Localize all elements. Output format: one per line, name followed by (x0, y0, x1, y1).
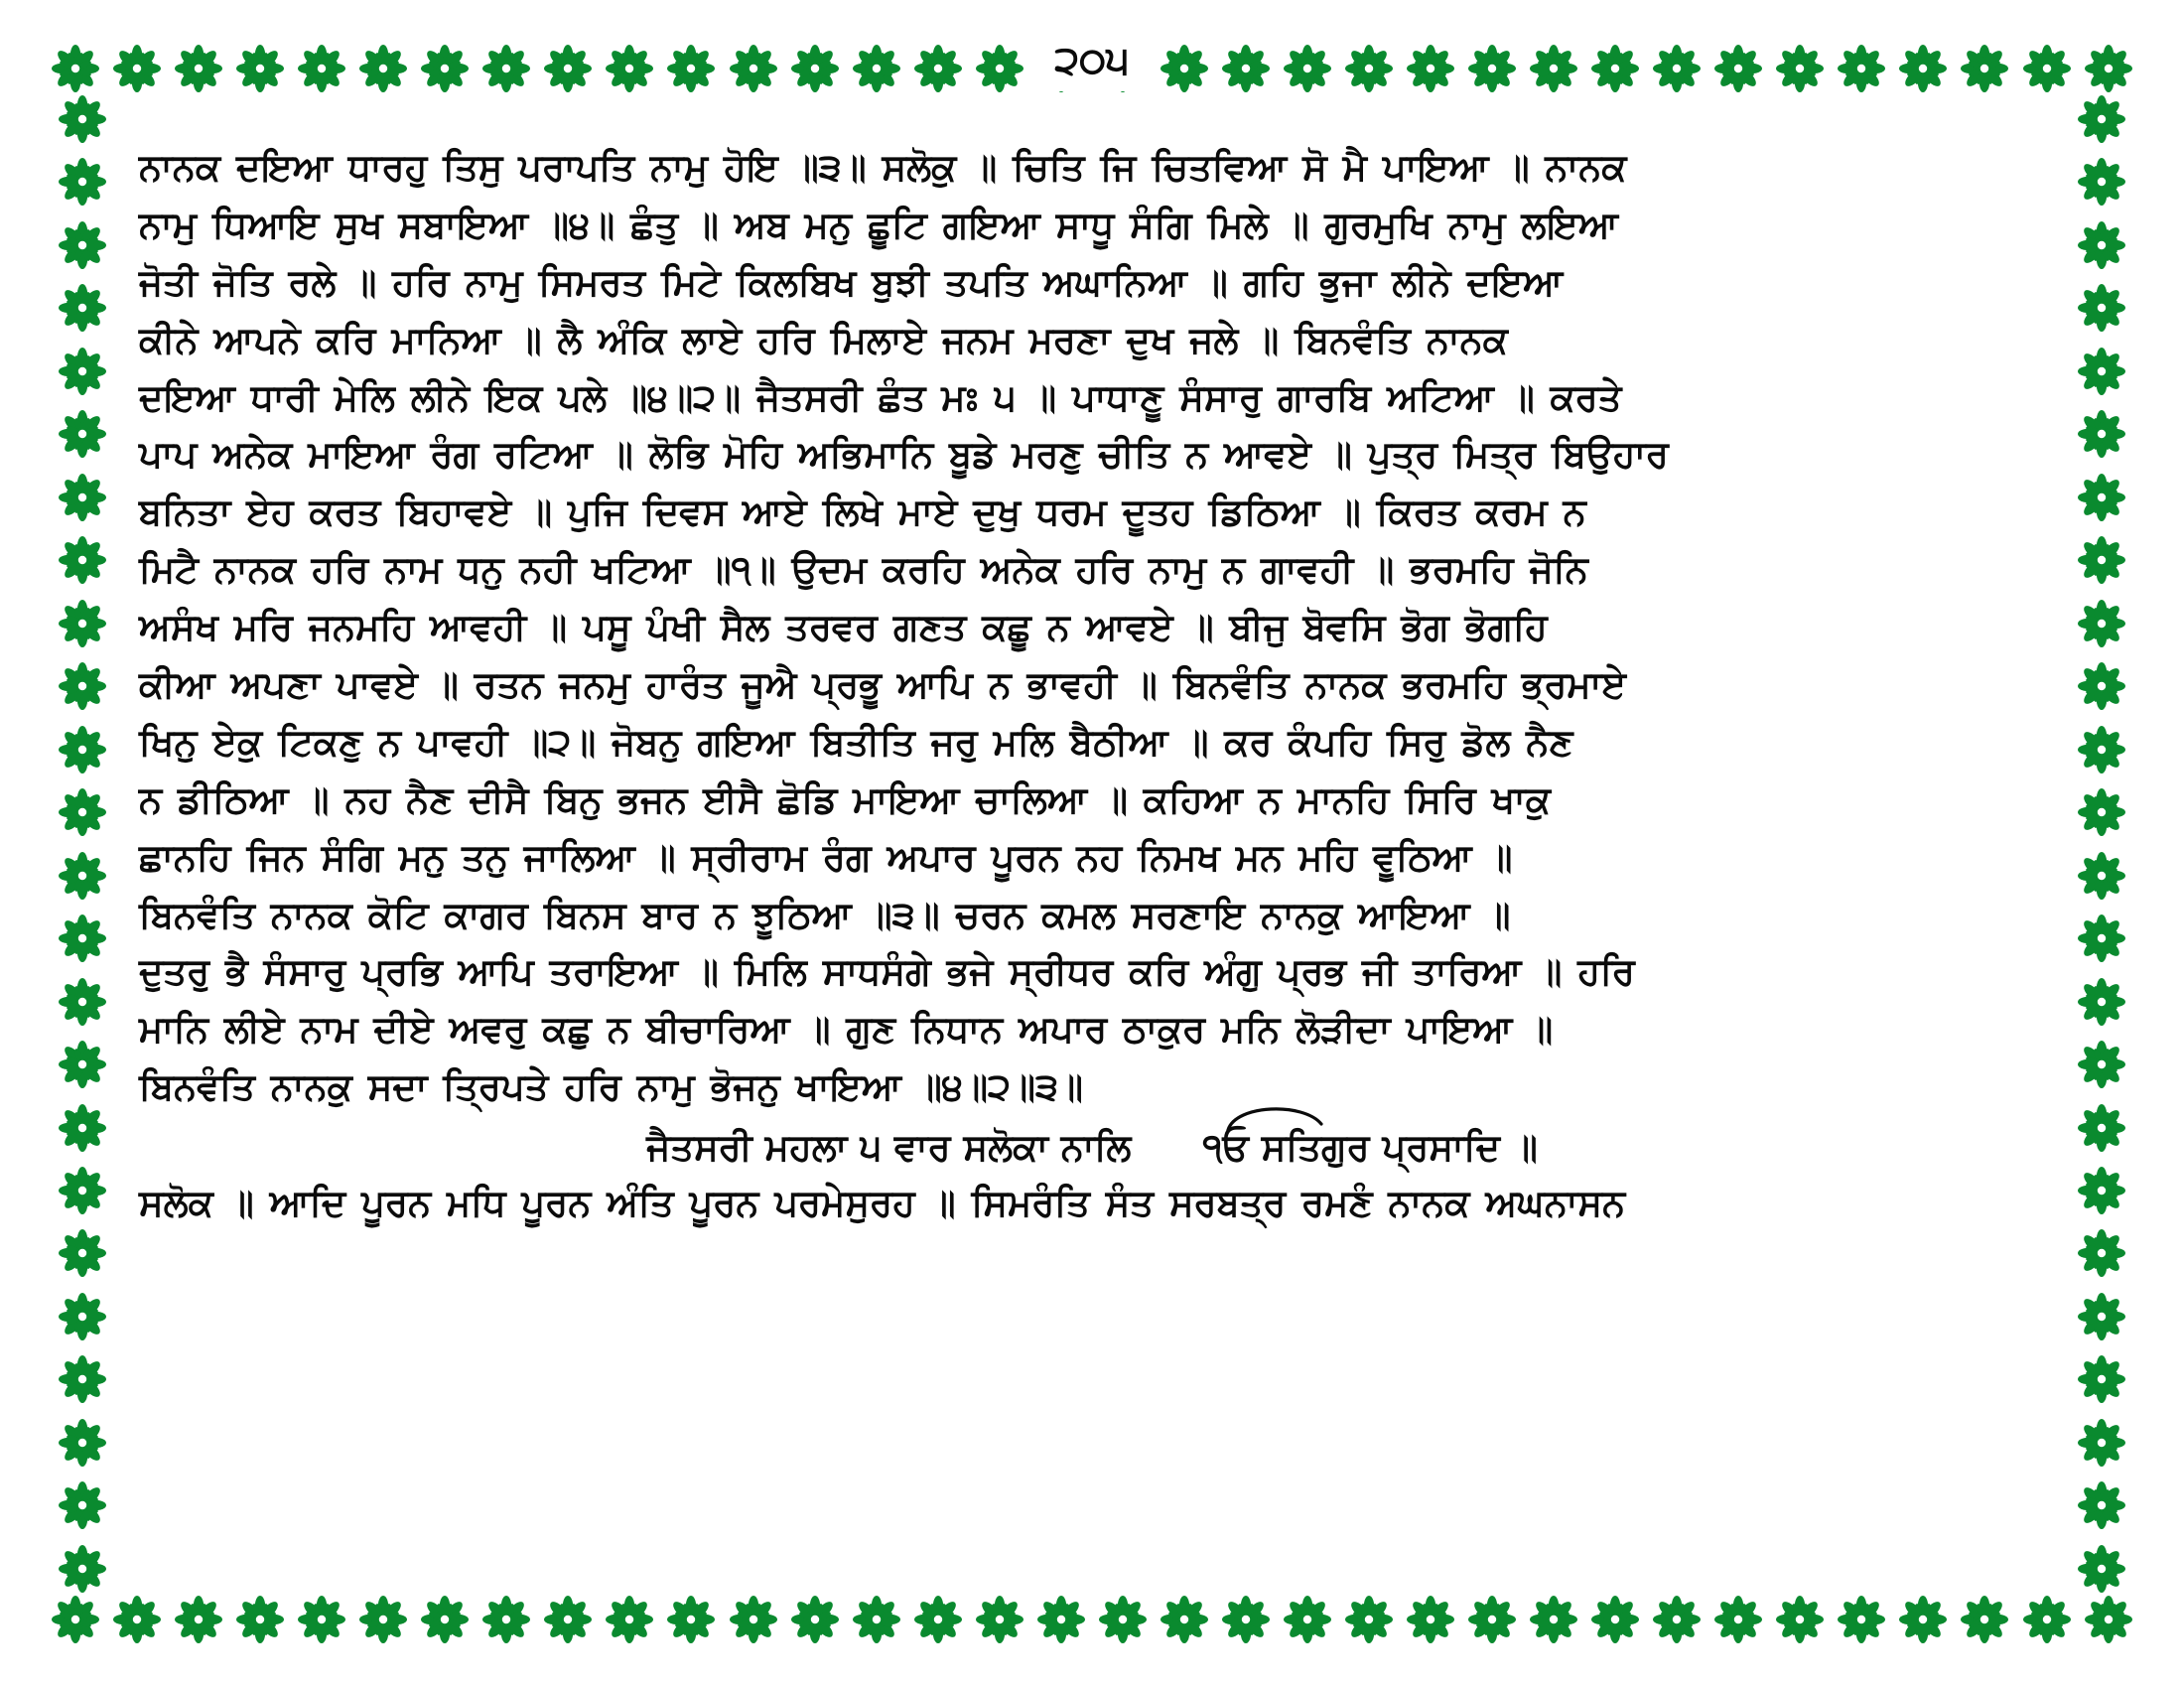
flower-motif-icon (2078, 1229, 2125, 1277)
flower-motif-icon (175, 45, 222, 92)
flower-motif-icon (2078, 914, 2125, 962)
flower-motif-icon (59, 284, 106, 332)
flower-motif-icon (2078, 348, 2125, 395)
flower-motif-icon (1899, 1596, 1947, 1643)
flower-motif-icon (1961, 1596, 2008, 1643)
flower-motif-icon (2078, 1355, 2125, 1403)
text-line: ਮਾਨਿ ਲੀਏ ਨਾਮ ਦੀਏ ਅਵਰੁ ਕਛੁ ਨ ਬੀਚਾਰਿਆ ॥ ਗੁਣ ਨਿਧਾਨ ਅਪਾਰ ਠਾਕੁਰ ਮਨਿ ਲੋੜੀਦਾ ਪਾਇਆ ॥ (139, 1008, 1554, 1052)
flower-motif-icon (59, 600, 106, 647)
flower-motif-icon (976, 45, 1024, 92)
flower-motif-icon (544, 45, 592, 92)
flower-motif-icon (1037, 1596, 1085, 1643)
mool-mantar-text: ੧ਓ ਸਤਿਗੁਰ ਪ੍ਰਸਾਦਿ ॥ (1202, 1126, 1538, 1170)
section-heading (139, 1126, 2045, 1170)
flower-motif-icon (59, 1545, 106, 1593)
text-line: ਖਿਨੁ ਏਕੁ ਟਿਕਣੁ ਨ ਪਾਵਹੀ ॥੨॥ ਜੋਬਨੁ ਗਇਆ ਬਿਤੀਤਿ ਜਰੁ ਮਲਿ ਬੈਠੀਆ ॥ ਕਰ ਕੰਪਹਿ ਸਿਰੁ ਡੋਲ ਨੈਣ (139, 720, 1573, 764)
flower-motif-icon (298, 1596, 345, 1643)
flower-motif-icon (2078, 726, 2125, 774)
flower-motif-icon (730, 1596, 777, 1643)
flower-motif-icon (2078, 788, 2125, 836)
flower-motif-icon (1714, 45, 1762, 92)
flower-motif-icon (1653, 45, 1701, 92)
flower-motif-icon (1838, 45, 1885, 92)
flower-motif-icon (2078, 221, 2125, 269)
text-line: ਨਾਨਕ ਦਇਆ ਧਾਰਹੁ ਤਿਸੁ ਪਰਾਪਤਿ ਨਾਮੁ ਹੋਇ ॥੩॥ ਸਲੋਕੁ ॥ ਚਿਤਿ ਜਿ ਚਿਤਵਿਆ ਸੋ ਮੈ ਪਾਇਆ ॥ ਨਾਨਕ (139, 146, 1627, 189)
flower-motif-icon (2078, 1104, 2125, 1152)
flower-motif-icon (1838, 1596, 1885, 1643)
flower-motif-icon (1222, 45, 1270, 92)
flower-motif-icon (1160, 1596, 1208, 1643)
flower-motif-icon (1776, 45, 1824, 92)
flower-motif-icon (59, 1355, 106, 1403)
flower-motif-icon (236, 1596, 284, 1643)
flower-motif-icon (2078, 95, 2125, 143)
flower-motif-icon (59, 1419, 106, 1467)
flower-motif-icon (1284, 1596, 1331, 1643)
flower-motif-icon (59, 348, 106, 395)
flower-motif-icon (791, 1596, 839, 1643)
flower-motif-icon (1160, 45, 1208, 92)
text-line: ਬਿਨਵੰਤਿ ਨਾਨਕ ਕੋਟਿ ਕਾਗਰ ਬਿਨਸ ਬਾਰ ਨ ਝੂਠਿਆ ॥੩॥ ਚਰਨ ਕਮਲ ਸਰਣਾਇ ਨਾਨਕੁ ਆਇਆ ॥ (139, 893, 1511, 936)
flower-motif-icon (59, 474, 106, 521)
flower-motif-icon (667, 1596, 715, 1643)
flower-motif-icon (482, 45, 530, 92)
page-number: ੨੦੫ (1028, 30, 1155, 91)
flower-motif-icon (59, 1229, 106, 1277)
flower-motif-icon (59, 1481, 106, 1529)
flower-motif-icon (421, 45, 469, 92)
flower-motif-icon (59, 788, 106, 836)
flower-motif-icon (2078, 1041, 2125, 1088)
flower-motif-icon (52, 45, 99, 92)
flower-motif-icon (59, 1293, 106, 1340)
closing-line: ਸਲੋਕ ॥ ਆਦਿ ਪੂਰਨ ਮਧਿ ਪੂਰਨ ਅੰਤਿ ਪੂਰਨ ਪਰਮੇਸੁਰਹ ॥ ਸਿਮਰੰਤਿ ਸੰਤ ਸਰਬਤ੍ਰ ਰਮਣੰ ਨਾਨਕ ਅਘਨਾਸਨ (139, 1182, 1626, 1225)
text-line: ਜੋਤੀ ਜੋਤਿ ਰਲੇ ॥ ਹਰਿ ਨਾਮੁ ਸਿਮਰਤ ਮਿਟੇ ਕਿਲਬਿਖ ਬੁਝੀ ਤਪਤਿ ਅਘਾਨਿਆ ॥ ਗਹਿ ਭੁਜਾ ਲੀਨੇ ਦਇਆ (139, 260, 1564, 304)
flower-motif-icon (2078, 536, 2125, 584)
flower-motif-icon (1530, 1596, 1577, 1643)
flower-motif-icon (606, 1596, 653, 1643)
flower-motif-icon (853, 45, 900, 92)
flower-motif-icon (914, 1596, 962, 1643)
ek-onkar-group (1202, 1126, 1538, 1170)
flower-motif-icon (2078, 1545, 2125, 1593)
flower-motif-icon (1284, 45, 1331, 92)
flower-motif-icon (1653, 1596, 1701, 1643)
flower-motif-icon (59, 726, 106, 774)
flower-motif-icon (2085, 1596, 2132, 1643)
flower-motif-icon (2078, 1481, 2125, 1529)
flower-motif-icon (59, 978, 106, 1026)
flower-motif-icon (544, 1596, 592, 1643)
text-line: ਦਇਆ ਧਾਰੀ ਮੇਲਿ ਲੀਨੇ ਇਕ ਪਲੇ ॥੪॥੨॥ ਜੈਤਸਰੀ ਛੰਤ ਮਃ ੫ ॥ ਪਾਧਾਣੂ ਸੰਸਾਰੁ ਗਾਰਬਿ ਅਟਿਆ ॥ ਕਰਤੇ (139, 375, 1622, 419)
flower-motif-icon (59, 536, 106, 584)
flower-motif-icon (730, 45, 777, 92)
flower-motif-icon (236, 45, 284, 92)
text-line: ਮਿਟੈ ਨਾਨਕ ਹਰਿ ਨਾਮ ਧਨੁ ਨਹੀ ਖਟਿਆ ॥੧॥ ਉਦਮ ਕਰਹਿ ਅਨੇਕ ਹਰਿ ਨਾਮੁ ਨ ਗਾਵਹੀ ॥ ਭਰਮਹਿ ਜੋਨਿ (139, 548, 1588, 592)
flower-motif-icon (59, 221, 106, 269)
flower-motif-icon (1222, 1596, 1270, 1643)
flower-motif-icon (59, 1041, 106, 1088)
flower-motif-icon (1345, 1596, 1393, 1643)
flower-motif-icon (2023, 1596, 2071, 1643)
flower-motif-icon (1099, 1596, 1147, 1643)
flower-motif-icon (59, 914, 106, 962)
flower-motif-icon (1530, 45, 1577, 92)
flower-motif-icon (2078, 600, 2125, 647)
flower-motif-icon (2078, 662, 2125, 710)
flower-motif-icon (1468, 1596, 1516, 1643)
flower-motif-icon (113, 1596, 161, 1643)
flower-motif-icon (359, 1596, 407, 1643)
flower-motif-icon (606, 45, 653, 92)
flower-motif-icon (52, 1596, 99, 1643)
border-bottom (52, 1589, 2132, 1650)
flower-motif-icon (2078, 158, 2125, 206)
flower-motif-icon (853, 1596, 900, 1643)
flower-motif-icon (1468, 45, 1516, 92)
flower-motif-icon (2023, 45, 2071, 92)
flower-motif-icon (421, 1596, 469, 1643)
flower-motif-icon (1899, 45, 1947, 92)
text-line: ਬਿਨਵੰਤਿ ਨਾਨਕੁ ਸਦਾ ਤ੍ਰਿਪਤੇ ਹਰਿ ਨਾਮੁ ਭੋਜਨੁ ਖਾਇਆ ॥੪॥੨॥੩॥ (139, 1065, 1083, 1109)
flower-motif-icon (667, 45, 715, 92)
flower-motif-icon (59, 95, 106, 143)
flower-motif-icon (113, 45, 161, 92)
flower-motif-icon (59, 1104, 106, 1152)
text-line: ਬਨਿਤਾ ਏਹ ਕਰਤ ਬਿਹਾਵਏ ॥ ਪੁਜਿ ਦਿਵਸ ਆਏ ਲਿਖੇ ਮਾਏ ਦੁਖੁ ਧਰਮ ਦੂਤਹ ਡਿਠਿਆ ॥ ਕਿਰਤ ਕਰਮ ਨ (139, 491, 1586, 534)
border-right (2071, 95, 2132, 1593)
text-line: ਨਾਮੁ ਧਿਆਇ ਸੁਖ ਸਬਾਇਆ ॥੪॥ ਛੰਤੁ ॥ ਅਬ ਮਨੁ ਛੂਟਿ ਗਇਆ ਸਾਧੂ ਸੰਗਿ ਮਿਲੇ ॥ ਗੁਰਮੁਖਿ ਨਾਮੁ ਲਇਆ (139, 203, 1618, 246)
scripture-content (139, 139, 2045, 1561)
text-line: ਛਾਨਹਿ ਜਿਨ ਸੰਗਿ ਮਨੁ ਤਨੁ ਜਾਲਿਆ ॥ ਸ੍ਰੀਰਾਮ ਰੰਗ ਅਪਾਰ ਪੂਰਨ ਨਹ ਨਿਮਖ ਮਨ ਮਹਿ ਵੂਠਿਆ ॥ (139, 835, 1513, 879)
flower-motif-icon (482, 1596, 530, 1643)
flower-motif-icon (59, 1167, 106, 1214)
flower-motif-icon (791, 45, 839, 92)
flower-motif-icon (298, 45, 345, 92)
text-line: ਕੀਨੇ ਆਪਨੇ ਕਰਿ ਮਾਨਿਆ ॥ ਲੈ ਅੰਕਿ ਲਾਏ ਹਰਿ ਮਿਲਾਏ ਜਨਮ ਮਰਣਾ ਦੁਖ ਜਲੇ ॥ ਬਿਨਵੰਤਿ ਨਾਨਕ (139, 318, 1508, 361)
flower-motif-icon (1407, 45, 1454, 92)
flower-motif-icon (2078, 1167, 2125, 1214)
flower-motif-icon (59, 410, 106, 458)
scripture-body (139, 139, 2045, 1116)
flower-motif-icon (2085, 45, 2132, 92)
flower-motif-icon (2078, 474, 2125, 521)
text-line: ਦੁਤਰੁ ਭੈ ਸੰਸਾਰੁ ਪ੍ਰਭਿ ਆਪਿ ਤਰਾਇਆ ॥ ਮਿਲਿ ਸਾਧਸੰਗੇ ਭਜੇ ਸ੍ਰੀਧਰ ਕਰਿ ਅੰਗੁ ਪ੍ਰਭ ਜੀ ਤਾਰਿਆ ॥ ਹਰਿ (139, 950, 1635, 994)
flower-motif-icon (1776, 1596, 1824, 1643)
flower-motif-icon (976, 1596, 1024, 1643)
text-line: ਨ ਡੀਠਿਆ ॥ ਨਹ ਨੈਣ ਦੀਸੈ ਬਿਨੁ ਭਜਨ ਈਸੈ ਛੋਡਿ ਮਾਇਆ ਚਾਲਿਆ ॥ ਕਹਿਆ ਨ ਮਾਨਹਿ ਸਿਰਿ ਖਾਕੁ (139, 777, 1551, 821)
flower-motif-icon (2078, 1293, 2125, 1340)
flower-motif-icon (59, 852, 106, 900)
text-line: ਅਸੰਖ ਮਰਿ ਜਨਮਹਿ ਆਵਹੀ ॥ ਪਸੂ ਪੰਖੀ ਸੈਲ ਤਰਵਰ ਗਣਤ ਕਛੂ ਨ ਆਵਏ ॥ ਬੀਜੁ ਬੋਵਸਿ ਭੋਗ ਭੋਗਹਿ (139, 606, 1548, 649)
flower-motif-icon (2078, 284, 2125, 332)
text-line: ਕੀਆ ਅਪਣਾ ਪਾਵਏ ॥ ਰਤਨ ਜਨਮੁ ਹਾਰੰਤ ਜੂਐ ਪ੍ਰਭੂ ਆਪਿ ਨ ਭਾਵਹੀ ॥ ਬਿਨਵੰਤਿ ਨਾਨਕ ਭਰਮਹਿ ਭ੍ਰਮਾਏ (139, 663, 1626, 707)
flower-motif-icon (1714, 1596, 1762, 1643)
flower-motif-icon (914, 45, 962, 92)
flower-motif-icon (1961, 45, 2008, 92)
flower-motif-icon (359, 45, 407, 92)
flower-motif-icon (1591, 45, 1639, 92)
border-left (52, 95, 113, 1593)
flower-motif-icon (1407, 1596, 1454, 1643)
flower-motif-icon (1345, 45, 1393, 92)
text-line: ਪਾਪ ਅਨੇਕ ਮਾਇਆ ਰੰਗ ਰਟਿਆ ॥ ਲੋਭਿ ਮੋਹਿ ਅਭਿਮਾਨਿ ਬੂਡੇ ਮਰਣੁ ਚੀਤਿ ਨ ਆਵਏ ॥ ਪੁਤ੍ਰ ਮਿਤ੍ਰ ਬਿਉਹਾਰ (139, 433, 1669, 477)
heading-title: ਜੈਤਸਰੀ ਮਹਲਾ ੫ ਵਾਰ ਸਲੋਕਾ ਨਾਲਿ (646, 1126, 1132, 1170)
flower-motif-icon (175, 1596, 222, 1643)
flower-motif-icon (59, 158, 106, 206)
flower-motif-icon (1591, 1596, 1639, 1643)
flower-motif-icon (2078, 410, 2125, 458)
flower-motif-icon (2078, 978, 2125, 1026)
flower-motif-icon (2078, 852, 2125, 900)
flower-motif-icon (59, 662, 106, 710)
flower-motif-icon (2078, 1419, 2125, 1467)
